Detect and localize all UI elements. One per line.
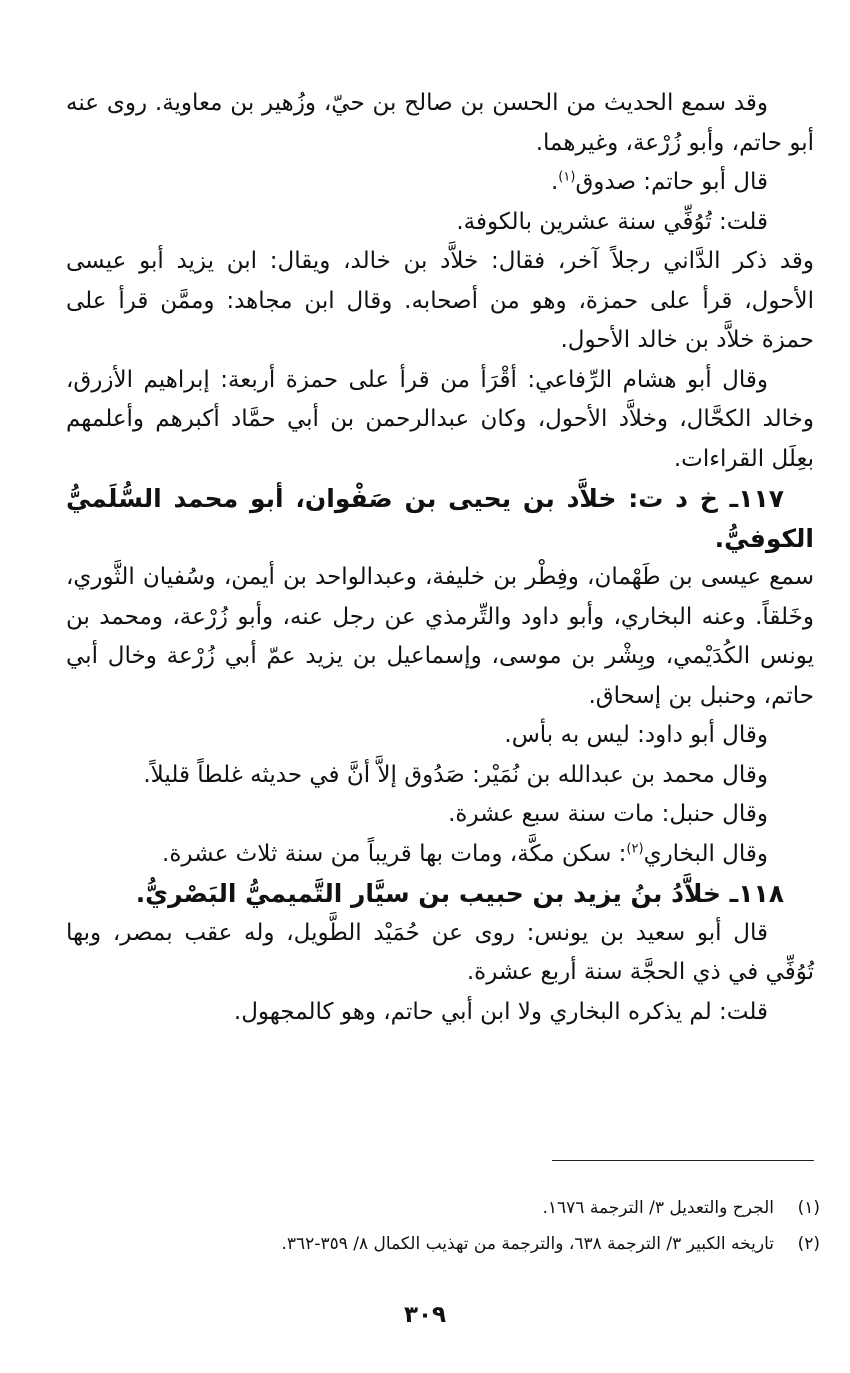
entry-heading-117: ١١٧ـ خ د ت: خلاَّد بن يحيى بن صَفْوان، أبو محمد السُّلَميُّ الكوفيُّ. xyxy=(66,484,814,553)
paragraph-1: وقد سمع الحديث من الحسن بن صالح بن حيّ، وزُهير بن معاوية. روى عنه أبو حاتم، وأبو زُرْعة، وغيرهما. xyxy=(66,90,814,156)
footnote-1-text: الجرح والتعديل ٣/ الترجمة ١٦٧٦. xyxy=(542,1198,774,1218)
footnote-1 xyxy=(40,1190,820,1226)
paragraph-10-text: وقال البخاري xyxy=(643,840,768,867)
paragraph-2-text: قال أبو حاتم: صدوق xyxy=(575,169,768,195)
paragraph-12: قلت: لم يذكره البخاري ولا ابن أبي حاتم، وهو كالمجهول. xyxy=(233,998,768,1025)
footnote-2-text: تاريخه الكبير ٣/ الترجمة ٦٣٨، والترجمة من تهذيب الكمال ٨/ ٣٥٩-٣٦٢. xyxy=(281,1234,774,1254)
paragraph-9: وقال حنبل: مات سنة سبع عشرة. xyxy=(448,801,768,827)
paragraph-2 xyxy=(66,163,814,203)
main-text xyxy=(66,84,814,1032)
paragraph-3: قلت: تُوُفِّي سنة عشرين بالكوفة. xyxy=(456,208,768,235)
paragraph-8: وقال محمد بن عبدالله بن نُمَيْر: صَدُوق إلاَّ أنَّ في حديثه غلطاً قليلاً. xyxy=(143,761,768,788)
entry-heading-118: ١١٨ـ خلاَّدُ بنُ يزيد بن حبيب بن سيَّار التَّميميُّ البَصْريُّ. xyxy=(135,879,784,908)
paragraph-7: وقال أبو داود: ليس به بأس. xyxy=(504,722,768,748)
paragraph-11: قال أبو سعيد بن يونس: روى عن حُمَيْد الطَّويل، وله عقب بمصر، وبها تُوُفِّي في ذي الحجَّة سنة أربع عشرة. xyxy=(66,919,814,985)
paragraph-10-end: : سكن مكَّة، ومات بها قريباً من سنة ثلاث عشرة. xyxy=(162,840,627,867)
paragraph-5: وقال أبو هشام الرِّفاعي: أقْرَأ من قرأ على حمزة أربعة: إبراهيم الأزرق، وخالد الكحَّال، وخلاَّد الأحول، وكان عبدالرحمن بن أبي حمَّاد أكبرهم وأعلمهم بعِلَل القراءات. xyxy=(66,366,814,472)
footnote-ref-2: (٢) xyxy=(626,840,644,856)
footnote-divider xyxy=(552,1160,814,1161)
footnote-2-number: (٢) xyxy=(797,1234,820,1254)
footnote-2 xyxy=(40,1226,820,1262)
footnote-ref-1: (١) xyxy=(558,169,576,185)
footnote-1-number: (١) xyxy=(797,1198,820,1218)
page-number: ٣٠٩ xyxy=(403,1302,447,1328)
paragraph-2-end: . xyxy=(550,169,559,195)
paragraph-6: سمع عيسى بن طَهْمان، وفِطْر بن خليفة، وعبدالواحد بن أيمن، وسُفيان الثَّوري، وخَلقاً. وعنه البخاري، وأبو داود والتِّرمذي عن رجل عنه، وأبو زُرْعة، ومحمد بن يونس الكُدَيْمي، وبِشْر بن موسى، وإسماعيل بن يزيد عمّ أبي زُرْعة وخال أبي حاتم، وحنبل بن إسحاق. xyxy=(66,564,814,709)
footnotes xyxy=(40,1190,820,1262)
paragraph-10 xyxy=(66,835,814,875)
paragraph-4: وقد ذكر الدَّاني رجلاً آخر، فقال: خلاَّد بن خالد، ويقال: ابن يزيد أبو عيسى الأحول، قرأ على حمزة، وهو من أصحابه. وقال ابن مجاهد: وممَّن قرأ على حمزة خلاَّد بن خالد الأحول. xyxy=(66,248,814,353)
